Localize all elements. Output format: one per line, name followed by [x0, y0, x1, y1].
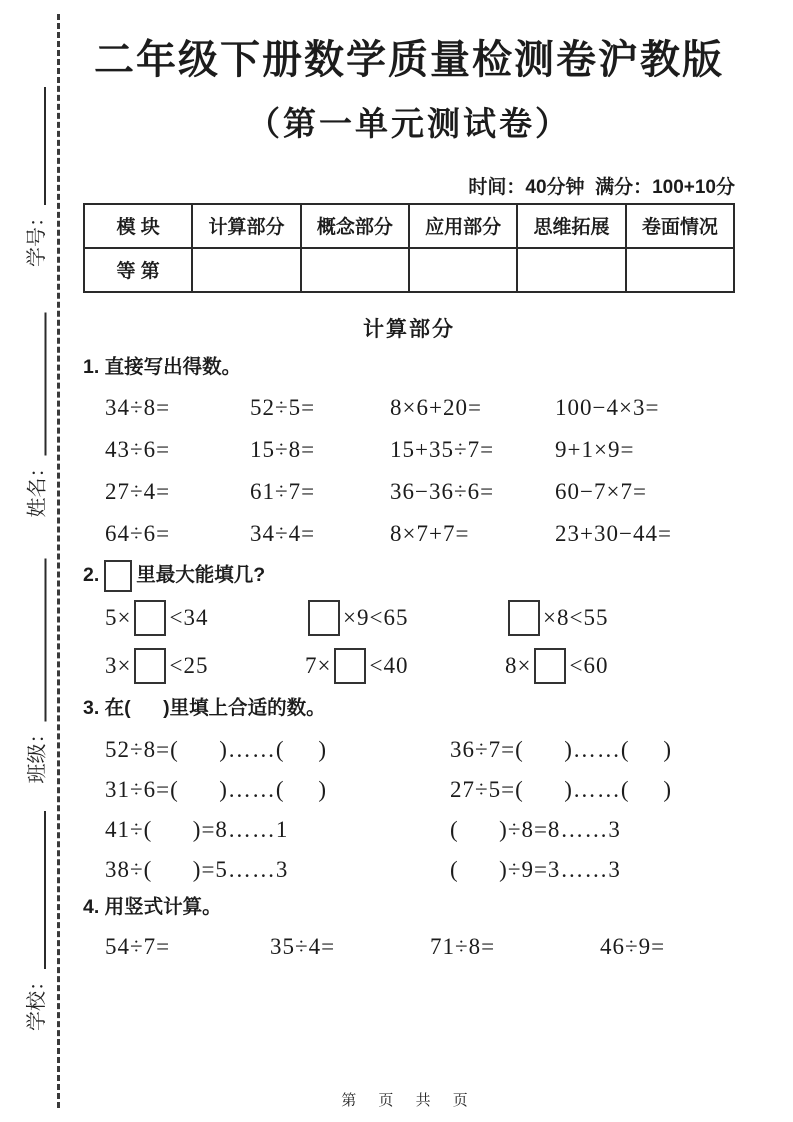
answer-box — [508, 600, 540, 636]
class-label: 班级： — [26, 723, 49, 784]
page-title: 二年级下册数学质量检测卷沪教版 — [94, 38, 724, 82]
q4-label: 4. 用竖式计算。 — [83, 895, 222, 918]
expression-suffix: <25 — [169, 652, 209, 678]
expression-suffix: <34 — [169, 604, 209, 630]
q2-item — [305, 594, 505, 642]
expression-suffix: <40 — [369, 652, 409, 678]
math-expression: 8×7+7= — [390, 520, 470, 546]
math-expression: 27÷4= — [105, 478, 171, 504]
math-expression: 52÷8=( )……( ) — [105, 736, 327, 762]
q2-item — [105, 594, 305, 642]
math-expression: 34÷8= — [105, 394, 171, 420]
q2-exercises — [83, 594, 735, 690]
q3-exercises — [83, 730, 735, 890]
math-expression: 71÷8= — [430, 933, 496, 959]
expression-prefix: 7× — [305, 652, 332, 678]
score-header-application: 应用部分 — [409, 204, 517, 248]
school-label: 学校： — [26, 971, 48, 1031]
grade-row-label: 等 第 — [84, 248, 192, 292]
math-expression: ( )÷8=8……3 — [450, 816, 621, 842]
math-expression: 27÷5=( )……( ) — [450, 776, 672, 802]
math-expression: 8×6+20= — [390, 394, 482, 420]
math-expression: 36÷7=( )……( ) — [450, 736, 672, 762]
score-table-header-row — [84, 204, 734, 248]
score-header-neatness: 卷面情况 — [626, 204, 734, 248]
expression-prefix: 8× — [505, 652, 532, 678]
math-expression: 43÷6= — [105, 436, 171, 462]
q2-item — [305, 642, 505, 690]
exam-meta: 时间：40分钟 满分：100+10分 — [468, 176, 735, 198]
score-table-grade-row — [84, 248, 734, 292]
section-heading: 计算部分 — [363, 317, 455, 341]
answer-box — [308, 600, 340, 636]
grade-cell-empty — [409, 248, 517, 292]
class-blank — [45, 559, 47, 722]
q2-item — [505, 594, 735, 642]
score-header-module: 模 块 — [84, 204, 192, 248]
q2-item — [105, 642, 305, 690]
math-expression: 61÷7= — [250, 478, 316, 504]
q2-number: 2. — [83, 564, 100, 587]
student-number-label: 学号： — [26, 207, 48, 267]
grade-cell-empty — [192, 248, 300, 292]
name-label: 姓名： — [26, 457, 49, 518]
q2-label-text: 里最大能填几? — [136, 564, 266, 587]
answer-box — [134, 600, 166, 636]
math-expression: 46÷9= — [600, 933, 666, 959]
score-header-concept: 概念部分 — [301, 204, 409, 248]
math-expression: 15+35÷7= — [390, 436, 495, 462]
expression-prefix: 5× — [105, 604, 132, 630]
math-expression: 38÷( )=5……3 — [105, 856, 289, 882]
q1-label: 1. 直接写出得数。 — [83, 355, 242, 378]
student-number-blank — [44, 87, 46, 205]
answer-box — [534, 648, 566, 684]
sidebar-field-student-number — [21, 87, 51, 267]
math-expression: 35÷4= — [270, 933, 336, 959]
page-subtitle: （第一单元测试卷） — [247, 105, 571, 142]
math-expression: 54÷7= — [105, 933, 171, 959]
math-expression: 41÷( )=8……1 — [105, 816, 289, 842]
expression-suffix: ×8<55 — [543, 604, 609, 630]
exam-content — [83, 0, 735, 1110]
q2-item — [505, 642, 735, 690]
footer-page-label: 第 页 共 页 — [341, 1091, 477, 1109]
expression-suffix: ×9<65 — [343, 604, 409, 630]
math-expression: 9+1×9= — [555, 436, 635, 462]
fold-dashed-line — [57, 14, 60, 1108]
grade-cell-empty — [517, 248, 625, 292]
math-expression: 100−4×3= — [555, 394, 660, 420]
q2-label — [83, 560, 735, 592]
score-header-thinking: 思维拓展 — [517, 204, 625, 248]
expression-prefix: 3× — [105, 652, 132, 678]
sidebar-field-school — [21, 811, 51, 1031]
grade-cell-empty — [626, 248, 734, 292]
expression-suffix: <60 — [569, 652, 609, 678]
sidebar-field-name — [22, 313, 52, 518]
math-expression: 36−36÷6= — [390, 478, 495, 504]
q3-label: 3. 在( )里填上合适的数。 — [83, 696, 326, 719]
answer-box — [334, 648, 366, 684]
math-expression: 15÷8= — [250, 436, 316, 462]
q4-exercises — [83, 927, 735, 967]
math-expression: 23+30−44= — [555, 520, 672, 546]
math-expression: 52÷5= — [250, 394, 316, 420]
math-expression: 31÷6=( )……( ) — [105, 776, 327, 802]
math-expression: ( )÷9=3……3 — [450, 856, 621, 882]
math-expression: 60−7×7= — [555, 478, 647, 504]
math-expression: 34÷4= — [250, 520, 316, 546]
answer-box — [104, 560, 132, 592]
q1-exercises — [83, 387, 735, 555]
grade-cell-empty — [301, 248, 409, 292]
answer-box — [134, 648, 166, 684]
math-expression: 64÷6= — [105, 520, 171, 546]
school-blank — [44, 811, 46, 969]
sidebar-field-class — [22, 559, 52, 784]
score-table — [83, 203, 735, 293]
score-header-calculation: 计算部分 — [192, 204, 300, 248]
name-blank — [45, 313, 47, 456]
